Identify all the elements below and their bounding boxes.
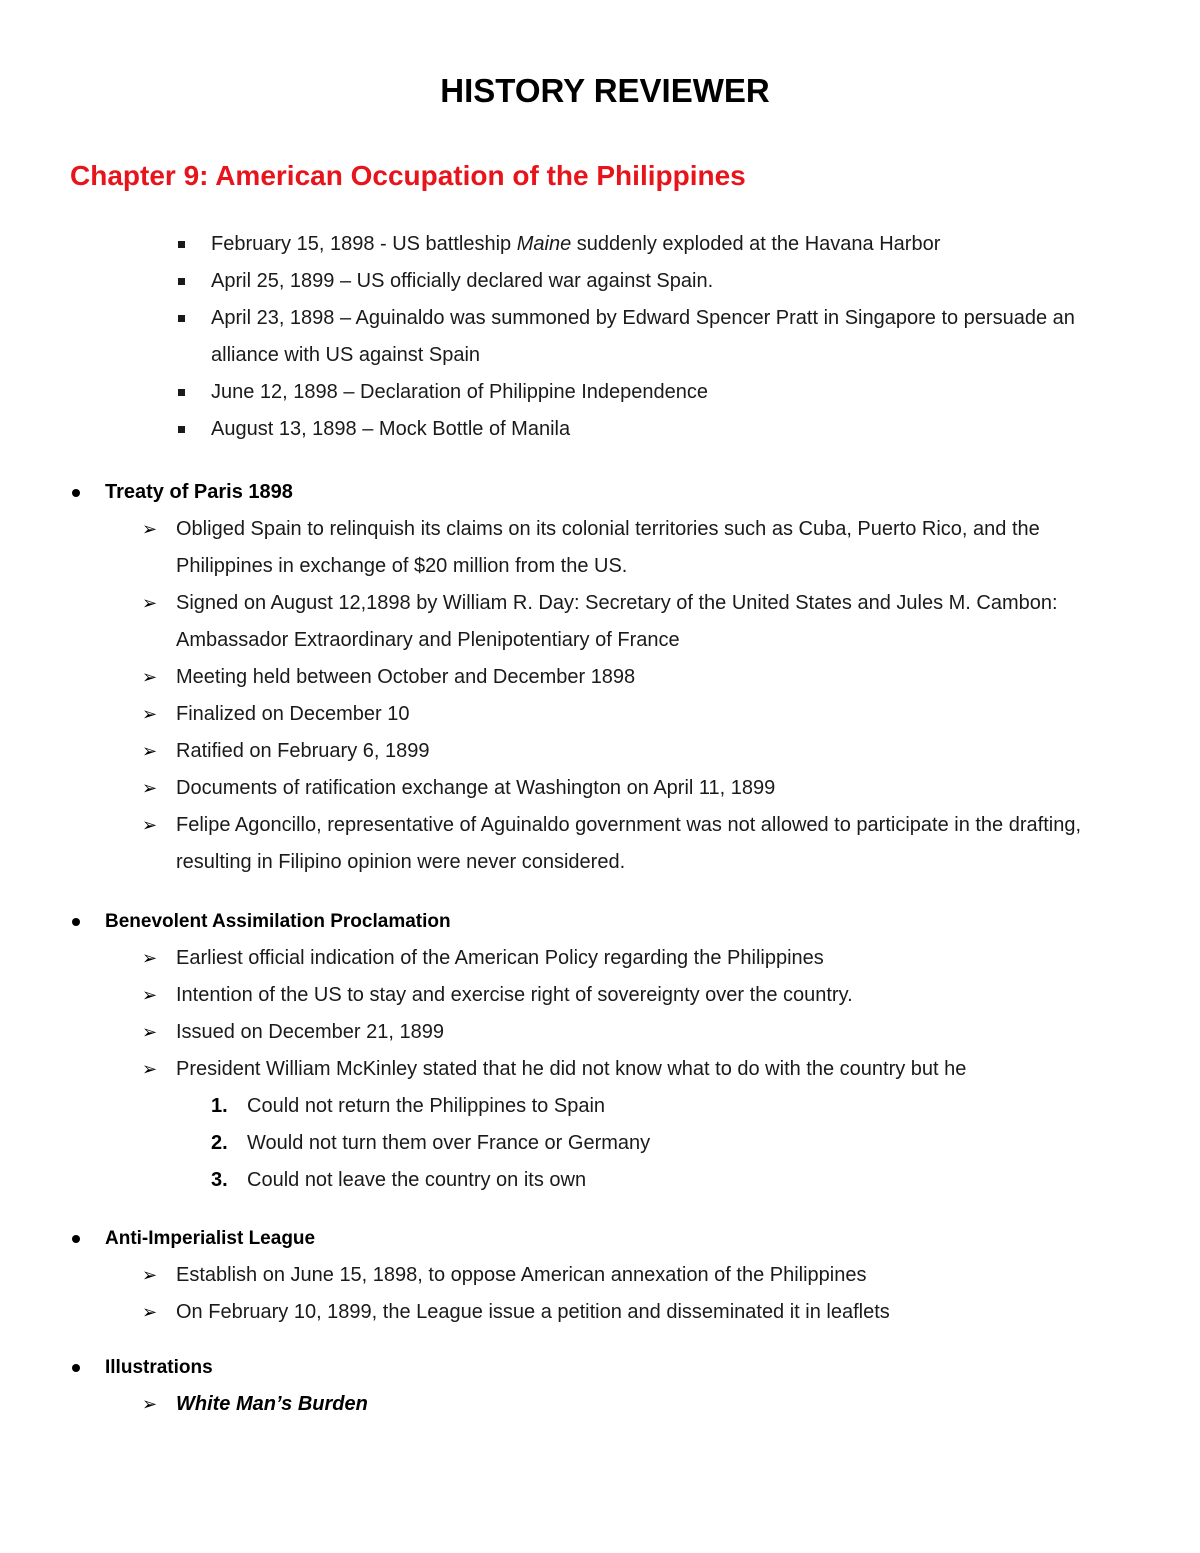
item-text: Ratified on February 6, 1899 (176, 740, 430, 762)
document-title: HISTORY REVIEWER (440, 72, 770, 109)
list-item (0, 659, 1200, 696)
item-text: Intention of the US to stay and exercise right of sovereignty over the country. (176, 984, 853, 1006)
list-item (0, 940, 1200, 977)
list-item (0, 696, 1200, 733)
square-bullet-icon (178, 241, 185, 248)
section-heading (0, 903, 1200, 940)
square-bullet-icon (178, 426, 185, 433)
section-anti-imperialist-league (0, 1220, 1200, 1331)
numbered-item (0, 1088, 1200, 1125)
item-text: President William McKinley stated that he did not know what to do with the country but he (176, 1058, 967, 1080)
list-item (0, 770, 1200, 807)
bullet-dot-icon (72, 1364, 80, 1372)
item-text: Documents of ratification exchange at Washington on April 11, 1899 (176, 777, 776, 799)
list-item (0, 733, 1200, 770)
timeline-text: April 23, 1898 – Aguinaldo was summoned by Edward Spencer Pratt in Singapore to persuade an alliance with US against Spain (211, 307, 1075, 366)
arrow-bullet-icon: ➢ (142, 1302, 158, 1323)
arrow-bullet-icon: ➢ (142, 815, 158, 836)
square-bullet-icon (178, 389, 185, 396)
bullet-dot-icon (72, 918, 80, 926)
list-item (0, 1386, 1200, 1423)
arrow-bullet-icon: ➢ (142, 519, 158, 540)
item-text: White Man’s Burden (176, 1393, 368, 1415)
timeline-list (0, 226, 1200, 448)
heading-text: Treaty of Paris 1898 (105, 481, 293, 503)
item-text: Felipe Agoncillo, representative of Aguinaldo government was not allowed to participate in the drafting, resulting in Filipino opinion were never considered. (176, 814, 1081, 873)
numbered-item (0, 1162, 1200, 1199)
arrow-bullet-icon: ➢ (142, 778, 158, 799)
list-item (0, 511, 1200, 585)
timeline-item (0, 411, 1200, 448)
list-item (0, 1051, 1200, 1088)
arrow-bullet-icon: ➢ (142, 948, 158, 969)
item-number: 2. (211, 1132, 228, 1154)
heading-text: Illustrations (105, 1357, 213, 1378)
timeline-item (0, 374, 1200, 411)
section-benevolent-assimilation (0, 903, 1200, 1199)
timeline-text: August 13, 1898 – Mock Bottle of Manila (211, 418, 571, 440)
ship-name: Maine (516, 233, 572, 255)
item-text: Signed on August 12,1898 by William R. Day: Secretary of the United States and Jules M. Cambon: Ambassador Extraordinary and Plenipotentiary of France (176, 592, 1058, 651)
section-treaty-of-paris (0, 474, 1200, 881)
list-item (0, 1257, 1200, 1294)
item-text: Finalized on December 10 (176, 703, 410, 725)
item-text: On February 10, 1899, the League issue a petition and disseminated it in leaflets (176, 1301, 890, 1323)
arrow-bullet-icon: ➢ (142, 667, 158, 688)
list-item (0, 807, 1200, 881)
item-text: Issued on December 21, 1899 (176, 1021, 444, 1043)
section-heading (0, 1220, 1200, 1257)
heading-text: Anti-Imperialist League (105, 1228, 316, 1249)
item-text: Establish on June 15, 1898, to oppose American annexation of the Philippines (176, 1264, 867, 1286)
item-text: Meeting held between October and December 1898 (176, 666, 636, 688)
arrow-bullet-icon: ➢ (142, 1022, 158, 1043)
numbered-item (0, 1125, 1200, 1162)
section-heading (0, 1349, 1200, 1386)
arrow-bullet-icon: ➢ (142, 985, 158, 1006)
timeline-text: suddenly exploded at the Havana Harbor (571, 233, 941, 255)
list-item (0, 1014, 1200, 1051)
item-text: Earliest official indication of the American Policy regarding the Philippines (176, 947, 824, 969)
arrow-bullet-icon: ➢ (142, 593, 158, 614)
section-heading (0, 474, 1200, 511)
arrow-bullet-icon: ➢ (142, 741, 158, 762)
list-item (0, 977, 1200, 1014)
square-bullet-icon (178, 278, 185, 285)
arrow-bullet-icon: ➢ (142, 704, 158, 725)
item-text: Could not return the Philippines to Spain (247, 1095, 606, 1117)
item-text: Would not turn them over France or Germany (247, 1132, 651, 1154)
item-number: 1. (211, 1095, 228, 1117)
item-text: Obliged Spain to relinquish its claims on its colonial territories such as Cuba, Puerto Rico, and the Philippines in exchange of $20 million from the US. (176, 518, 1040, 577)
timeline-item (0, 226, 1200, 263)
item-text: Could not leave the country on its own (247, 1169, 587, 1191)
timeline-item (0, 263, 1200, 300)
arrow-bullet-icon: ➢ (142, 1265, 158, 1286)
bullet-dot-icon (72, 1235, 80, 1243)
list-item (0, 1294, 1200, 1331)
chapter-title: Chapter 9: American Occupation of the Philippines (70, 160, 746, 191)
item-number: 3. (211, 1169, 228, 1191)
section-illustrations (0, 1349, 1200, 1423)
heading-text: Benevolent Assimilation Proclamation (105, 911, 451, 932)
square-bullet-icon (178, 315, 185, 322)
list-item (0, 585, 1200, 659)
arrow-bullet-icon: ➢ (142, 1394, 158, 1415)
timeline-item (0, 300, 1200, 374)
timeline-text: April 25, 1899 – US officially declared war against Spain. (211, 270, 714, 292)
bullet-dot-icon (72, 489, 80, 497)
timeline-text: June 12, 1898 – Declaration of Philippine Independence (211, 381, 709, 403)
arrow-bullet-icon: ➢ (142, 1059, 158, 1080)
timeline-text: February 15, 1898 - US battleship (211, 233, 517, 255)
